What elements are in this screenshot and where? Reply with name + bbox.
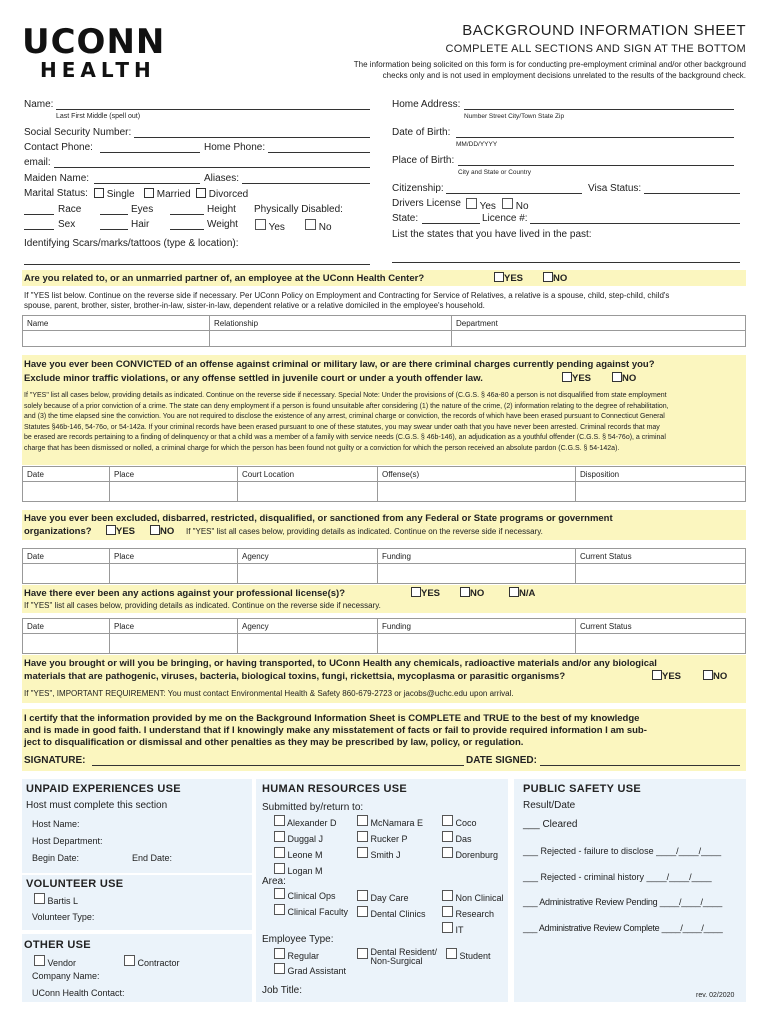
ps-cleared[interactable]: ___ Cleared: [523, 819, 578, 830]
hr-title: HUMAN RESOURCES USE: [262, 783, 408, 795]
checkbox-icon[interactable]: [543, 272, 553, 282]
checkbox-icon[interactable]: [652, 670, 662, 680]
q1-col-name: Name: [27, 319, 49, 328]
end-date-label[interactable]: End Date:: [132, 853, 173, 863]
disabled-no[interactable]: No: [305, 219, 332, 233]
q4-table[interactable]: [22, 618, 746, 654]
states-lived-label: List the states that you have lived in the past:: [392, 229, 592, 240]
checkbox-icon[interactable]: [442, 815, 453, 826]
home-address-label: Home Address:: [392, 99, 461, 110]
q3-col-agency: Agency: [242, 552, 269, 561]
checkbox-icon[interactable]: [703, 670, 713, 680]
hair-label: Hair: [131, 219, 150, 230]
area-option[interactable]: Clinical Ops: [274, 888, 348, 904]
q3-no[interactable]: NO: [150, 525, 174, 538]
checkbox-icon[interactable]: [466, 198, 477, 209]
q2-col-court: Court Location: [242, 470, 295, 479]
checkbox-icon[interactable]: [34, 893, 45, 904]
checkbox-icon[interactable]: [274, 863, 285, 874]
q2-question-1: Have you ever been CONVICTED of an offense against criminal or military law, or are there criminal charges currently pending against you?: [24, 359, 655, 370]
ssn-label: Social Security Number:: [24, 127, 132, 138]
checkbox-icon[interactable]: [274, 831, 285, 842]
name-input[interactable]: [56, 109, 370, 110]
hr-names-col1: [274, 815, 337, 879]
visa-input[interactable]: [644, 193, 740, 194]
sex-input[interactable]: [24, 229, 54, 230]
q1-col-department: Department: [456, 319, 498, 328]
q1-question: Are you related to, or an unmarried partner of, an employee at the UConn Health Center?: [24, 273, 425, 284]
height-input[interactable]: [170, 214, 204, 215]
scars-input[interactable]: [24, 264, 370, 265]
checkbox-icon[interactable]: [124, 955, 135, 966]
hr-submitted: Submitted by/return to:: [262, 802, 364, 813]
q1-table[interactable]: [22, 315, 746, 347]
checkbox-icon[interactable]: [442, 906, 453, 917]
checkbox-icon[interactable]: [274, 904, 285, 915]
q1-col-relationship: Relationship: [214, 319, 259, 328]
header-note-1: The information being solicited on this form is for conducting pre-employment criminal and/or other background: [353, 60, 746, 69]
q2-col-disposition: Disposition: [580, 470, 620, 479]
email-input[interactable]: [54, 167, 370, 168]
state-input[interactable]: [422, 223, 480, 224]
area-option[interactable]: Clinical Faculty: [274, 904, 348, 920]
q3-table[interactable]: [22, 548, 746, 584]
race-label: Race: [58, 204, 82, 215]
hr-option[interactable]: Alexander D: [274, 815, 337, 831]
public-safety-box: [514, 779, 746, 1002]
physically-disabled-label: Physically Disabled:: [254, 204, 343, 215]
unpaid-host-complete: Host must complete this section: [26, 800, 168, 811]
ps-admin-pending[interactable]: ___ Administrative Review Pending ____/____/____: [523, 897, 723, 907]
checkbox-icon[interactable]: [357, 890, 368, 901]
hr-option[interactable]: Rucker P: [357, 831, 423, 847]
checkbox-icon[interactable]: [255, 219, 266, 230]
q2-col-offense: Offense(s): [382, 470, 420, 479]
q3-col-place: Place: [114, 552, 135, 561]
area-option[interactable]: IT: [442, 922, 504, 938]
ssn-input[interactable]: [134, 137, 370, 138]
host-dept-label[interactable]: Host Department:: [32, 836, 103, 846]
checkbox-icon[interactable]: [144, 188, 154, 198]
marital-single[interactable]: Single: [94, 188, 135, 200]
checkbox-icon[interactable]: [94, 188, 104, 198]
q3-col-date: Date: [27, 552, 44, 561]
aliases-label: Aliases:: [204, 173, 240, 184]
checkbox-icon[interactable]: [442, 847, 453, 858]
checkbox-icon[interactable]: [357, 948, 368, 959]
q3-question-2: organizations?: [24, 526, 92, 537]
weight-input[interactable]: [170, 229, 204, 230]
q4-na[interactable]: N/A: [509, 587, 535, 600]
checkbox-icon[interactable]: [612, 372, 622, 382]
q2-yes[interactable]: YES: [562, 372, 591, 385]
hr-option[interactable]: Leone M: [274, 847, 337, 863]
q4-no[interactable]: NO: [460, 587, 484, 600]
marital-label: Marital Status:: [24, 188, 88, 199]
q3-yes[interactable]: YES: [106, 525, 135, 538]
maiden-label: Maiden Name:: [24, 173, 90, 184]
q2-col-date: Date: [27, 470, 44, 479]
q2-no[interactable]: NO: [612, 372, 636, 385]
checkbox-icon[interactable]: [34, 955, 45, 966]
q5-no[interactable]: NO: [703, 670, 727, 683]
checkbox-icon[interactable]: [196, 188, 206, 198]
ps-admin-complete[interactable]: ___ Administrative Review Complete ____/____/____: [523, 923, 723, 933]
pob-hint: City and State or Country: [458, 169, 531, 176]
q1-note-1: If "YES list below. Continue on the reverse side if necessary. Per UConn Policy on Employment and Contracting for Service of Relatives, a relative is a spouse, child, step-child, child's: [24, 291, 670, 300]
revision-label: rev. 02/2020: [696, 992, 735, 999]
volunteer-title: VOLUNTEER USE: [26, 878, 124, 890]
checkbox-icon[interactable]: [274, 888, 285, 899]
certify-line-3: ject to disqualification or dismissal and other penalties as they may be prescribed by law, policy, or regulation.: [24, 737, 524, 748]
pob-label: Place of Birth:: [392, 155, 455, 166]
date-signed-label: DATE SIGNED:: [466, 755, 537, 766]
contact-phone-label: Contact Phone:: [24, 142, 93, 153]
date-signed-input[interactable]: [540, 765, 740, 766]
company-name-label[interactable]: Company Name:: [32, 971, 100, 981]
name-hint: Last First Middle (spell out): [56, 113, 141, 120]
q3-question-1: Have you ever been excluded, disbarred, restricted, disqualified, or sanctioned from any Federal or State programs or government: [24, 513, 613, 524]
hr-names-col2: [357, 815, 423, 863]
scars-label: Identifying Scars/marks/tattoos (type & location):: [24, 238, 239, 249]
area-option[interactable]: Day Care: [357, 890, 426, 906]
sex-label: Sex: [58, 219, 76, 230]
q4-yes[interactable]: YES: [411, 587, 440, 600]
marital-married[interactable]: Married: [144, 188, 191, 200]
checkbox-icon[interactable]: [460, 587, 470, 597]
checkbox-icon[interactable]: [502, 198, 513, 209]
checkbox-icon[interactable]: [106, 525, 116, 535]
checkbox-icon[interactable]: [562, 372, 572, 382]
checkbox-icon[interactable]: [357, 831, 368, 842]
q4-col-status: Current Status: [580, 622, 632, 631]
hr-area-col1: [274, 888, 348, 920]
dob-input[interactable]: [456, 137, 734, 138]
marital-divorced[interactable]: Divorced: [196, 188, 248, 200]
q3-col-funding: Funding: [382, 552, 411, 561]
pob-input[interactable]: [458, 165, 734, 166]
q1-note-2: spouse, parent, brother, sister, brother-in-law, sister-in-law, dependent relative or a relative domiciled in the employee's household.: [24, 301, 485, 310]
begin-date-label[interactable]: Begin Date:: [32, 853, 80, 863]
volunteer-type-label[interactable]: Volunteer Type:: [32, 912, 95, 922]
home-address-input[interactable]: [464, 109, 734, 110]
checkbox-icon[interactable]: [357, 906, 368, 917]
checkbox-icon[interactable]: [357, 815, 368, 826]
q3-note: If "YES" list all cases below, providing details as indicated. Continue on the reverse side if necessary.: [186, 527, 543, 536]
emp-grad[interactable]: Grad Assistant: [274, 963, 346, 976]
hr-option[interactable]: Das: [442, 831, 498, 847]
home-phone-label: Home Phone:: [204, 142, 266, 153]
home-phone-input[interactable]: [268, 152, 370, 153]
uconn-contact-label[interactable]: UConn Health Contact:: [32, 988, 125, 998]
weight-label: Weight: [207, 219, 238, 230]
drivers-license-label: Drivers License: [392, 198, 461, 209]
certify-line-2: and is made in good faith. I understand that if I knowingly make any misstatement of facts or fail to provide required information I am sub-: [24, 725, 647, 736]
q1-no[interactable]: NO: [543, 272, 567, 285]
bartis-option[interactable]: Bartis L: [34, 893, 78, 906]
checkbox-icon[interactable]: [274, 963, 285, 974]
states-lived-input[interactable]: [392, 262, 740, 263]
q4-col-agency: Agency: [242, 622, 269, 631]
checkbox-icon[interactable]: [274, 847, 285, 858]
certify-line-1: I certify that the information provided by me on the Background Information Sheet is COMPLETE and TRUE to the best of my knowledge: [24, 713, 640, 724]
emp-dental[interactable]: Dental Resident/ Non-Surgical: [357, 948, 437, 966]
citizenship-label: Citizenship:: [392, 183, 444, 194]
ps-result-label: Result/Date: [523, 800, 576, 811]
checkbox-icon[interactable]: [442, 831, 453, 842]
q2-col-place: Place: [114, 470, 135, 479]
q4-question: Have there ever been any actions against your professional license(s)?: [24, 588, 346, 599]
signature-input[interactable]: [92, 765, 464, 766]
emp-regular[interactable]: Regular: [274, 948, 319, 961]
height-label: Height: [207, 204, 236, 215]
visa-label: Visa Status:: [588, 183, 642, 194]
maiden-input[interactable]: [94, 183, 200, 184]
checkbox-icon[interactable]: [274, 948, 285, 959]
dl-yes[interactable]: Yes: [466, 198, 496, 212]
ps-rejected-disclose[interactable]: ___ Rejected - failure to disclose ____/____/____: [523, 846, 722, 856]
name-label: Name:: [24, 99, 54, 110]
disabled-yes[interactable]: Yes: [255, 219, 285, 233]
vendor-option[interactable]: Vendor: [34, 955, 76, 968]
hr-job-title-label[interactable]: Job Title:: [262, 985, 303, 996]
q1-yes[interactable]: YES: [494, 272, 523, 285]
page-subtitle: COMPLETE ALL SECTIONS AND SIGN AT THE BOTTOM: [445, 43, 746, 55]
aliases-input[interactable]: [242, 183, 370, 184]
logo-health: HEALTH: [40, 58, 156, 82]
checkbox-icon[interactable]: [274, 815, 285, 826]
address-hint: Number Street City/Town State Zip: [464, 113, 565, 120]
q2-question-2: Exclude minor traffic violations, or any offense settled in juvenile court or under a youth offender law.: [24, 373, 483, 384]
q5-note: If "YES", IMPORTANT REQUIREMENT: You must contact Environmental Health & Safety 860-679-2723 or jacobs@uchc.edu upon arrival.: [24, 689, 514, 698]
signature-label: SIGNATURE:: [24, 755, 86, 766]
q5-question-2: materials that are pathogenic, viruses, bacteria, biological toxins, fungi, rickettsia, mycoplasma or parasitic organisms?: [24, 671, 566, 682]
hr-area-label: Area:: [262, 876, 286, 887]
q5-yes[interactable]: YES: [652, 670, 681, 683]
checkbox-icon[interactable]: [411, 587, 421, 597]
hr-option[interactable]: McNamara E: [357, 815, 423, 831]
licence-label: Licence #:: [482, 213, 528, 224]
hr-option[interactable]: Logan M: [274, 863, 337, 879]
checkbox-icon[interactable]: [494, 272, 504, 282]
checkbox-icon[interactable]: [442, 890, 453, 901]
dob-hint: MM/DD/YYYY: [456, 141, 498, 148]
hr-option[interactable]: Duggal J: [274, 831, 337, 847]
hr-option[interactable]: Coco: [442, 815, 498, 831]
email-label: email:: [24, 157, 51, 168]
eyes-input[interactable]: [100, 214, 128, 215]
q2-note: If "YES" list all cases below, providing details as indicated. Continue on the reverse side if necessary. Special Note: Under the provisions of (C.G.S. § 46a-80 a person is not disqualified from state employment solely because of a prior conviction of a crime. The state can deny employment if a person is found unsuitable after considering (1) the nature of the crime, (2) information relating to the degree of rehabilitation, and (3) the time elapsed sine the conviction. You are not required to disclose the existence of any arrest, criminal charge or conviction, the records of which have been erased pursuant to Connecticut General Statutes §46b-146, 54-76o, or 54-142a. If your criminal records have been erased pursuant to one of these statutes, you may swear under oath that you have never been arrested. Criminal records that may be erased are records pertaining to a finding of delinquency or that a child was a member of a family with service needs (C.G.S. § 46b-146), an adjudication as a youthful offender (C.G.S. § 54-76o), a criminal charge that has been dismissed or nolled, a criminal charge for which the person has been found not guilty or a conviction for which the person received an absolute pardon (C.G.S. § 54-142a).: [24, 392, 669, 452]
dob-label: Date of Birth:: [392, 127, 451, 138]
page-title: BACKGROUND INFORMATION SHEET: [462, 22, 746, 39]
checkbox-icon[interactable]: [446, 948, 457, 959]
checkbox-icon[interactable]: [150, 525, 160, 535]
hr-area-col3: [442, 890, 504, 938]
header-note-2: checks only and is not used in employment decisions unrelated to the results of the background check.: [382, 71, 746, 80]
checkbox-icon[interactable]: [442, 922, 453, 933]
hr-option[interactable]: Smith J: [357, 847, 423, 863]
q2-table[interactable]: [22, 466, 746, 502]
emp-student[interactable]: Student: [446, 948, 491, 961]
q4-col-date: Date: [27, 622, 44, 631]
state-label: State:: [392, 213, 419, 224]
hr-option[interactable]: Dorenburg: [442, 847, 498, 863]
area-option[interactable]: Dental Clinics: [357, 906, 426, 922]
q3-col-status: Current Status: [580, 552, 632, 561]
hr-names-col3: [442, 815, 498, 863]
area-option[interactable]: Research: [442, 906, 504, 922]
dl-no[interactable]: No: [502, 198, 529, 212]
unpaid-title: UNPAID EXPERIENCES USE: [26, 783, 181, 795]
other-title: OTHER USE: [24, 939, 91, 951]
area-option[interactable]: Non Clinical: [442, 890, 504, 906]
checkbox-icon[interactable]: [357, 847, 368, 858]
contact-phone-input[interactable]: [100, 152, 200, 153]
licence-input[interactable]: [530, 223, 740, 224]
host-name-label[interactable]: Host Name:: [32, 819, 80, 829]
q4-col-funding: Funding: [382, 622, 411, 631]
hr-area-col2: [357, 890, 426, 922]
contractor-option[interactable]: Contractor: [124, 955, 180, 968]
race-input[interactable]: [24, 214, 54, 215]
checkbox-icon[interactable]: [509, 587, 519, 597]
hr-employee-type-label: Employee Type:: [262, 934, 334, 945]
q4-col-place: Place: [114, 622, 135, 631]
hair-input[interactable]: [100, 229, 128, 230]
ps-rejected-criminal[interactable]: ___ Rejected - criminal history ____/____/____: [523, 872, 712, 882]
q5-question-1: Have you brought or will you be bringing, or having transported, to UConn Health any chemicals, radioactive materials and/or any biological: [24, 658, 657, 669]
logo-uconn: UCONN: [22, 22, 166, 62]
checkbox-icon[interactable]: [305, 219, 316, 230]
eyes-label: Eyes: [131, 204, 154, 215]
citizenship-input[interactable]: [446, 193, 582, 194]
ps-title: PUBLIC SAFETY USE: [523, 783, 641, 795]
q4-note: If "YES" list all cases below, providing details as indicated. Continue on the reverse side if necessary.: [24, 601, 381, 610]
